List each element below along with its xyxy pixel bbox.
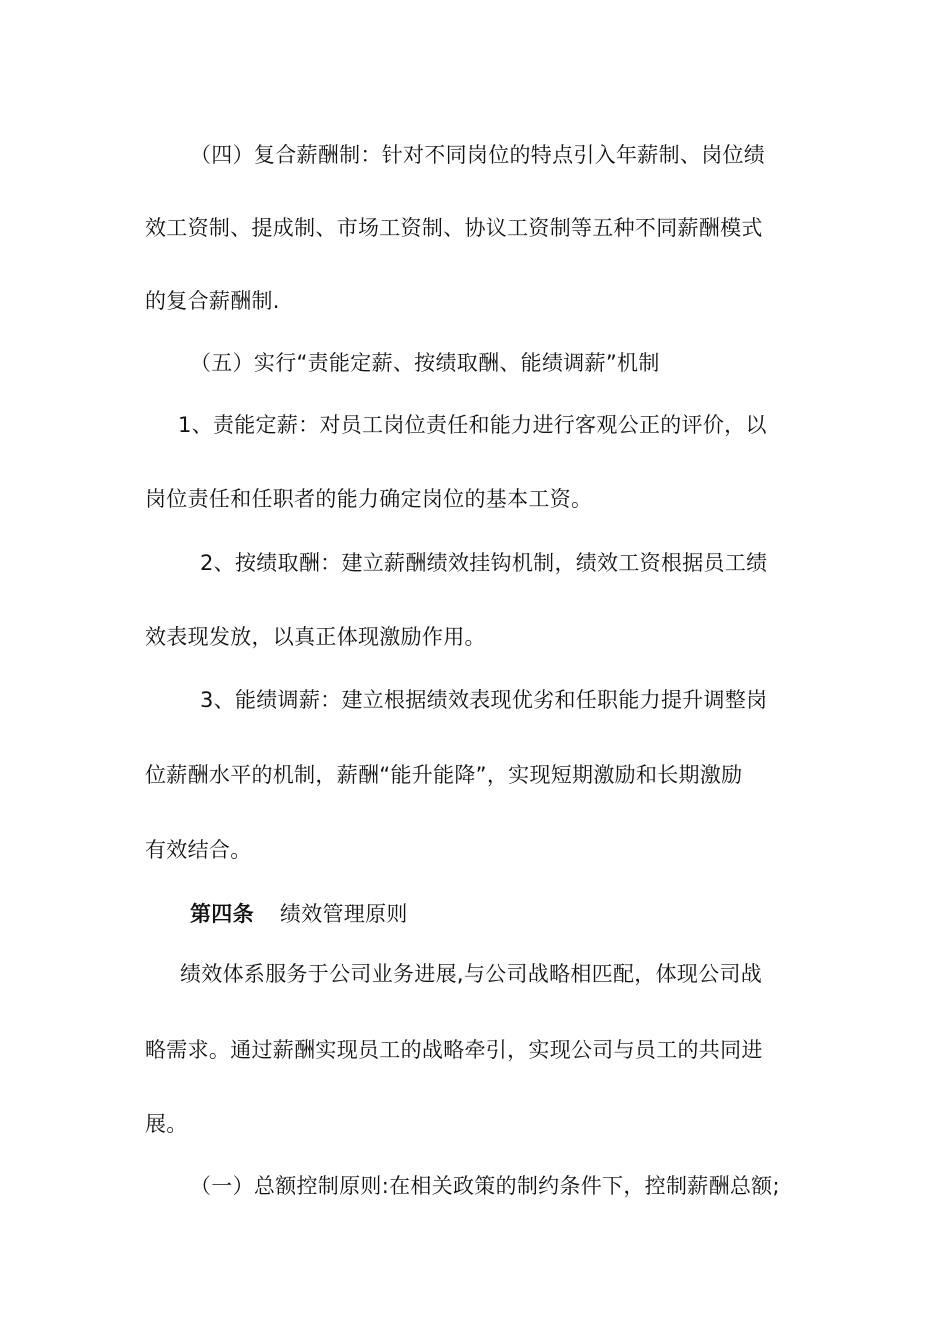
paragraph-line: 绩效体系服务于公司业务进展,与公司战略相匹配，体现公司战 (180, 962, 763, 986)
paragraph-line: 的复合薪酬制. (145, 289, 280, 313)
list-item-line: 3、能绩调薪：建立根据绩效表现优劣和任职能力提升调整岗 (200, 688, 768, 712)
paragraph-line: 岗位责任和任职者的能力确定岗位的基本工资。 (145, 487, 593, 511)
paragraph-line: 效表现发放，以真正体现激励作用。 (145, 625, 486, 649)
paragraph-line: 效工资制、提成制、市场工资制、协议工资制等五种不同薪酬模式 (145, 216, 763, 240)
paragraph-line: 有效结合。 (145, 838, 252, 862)
article-title: 绩效管理原则 (279, 902, 408, 926)
paragraph-line: 展。 (145, 1112, 188, 1136)
list-item-line: 1、责能定薪：对员工岗位责任和能力进行客观公正的评价，以 (178, 413, 767, 437)
article-number: 第四条 (190, 902, 254, 926)
section-heading: （一）总额控制原则:在相关政策的制约条件下，控制薪酬总额; (190, 1174, 780, 1198)
list-item-line: 2、按绩取酬：建立薪酬绩效挂钩机制，绩效工资根据员工绩 (200, 551, 768, 575)
paragraph-line: 位薪酬水平的机制，薪酬“能升能降”，实现短期激励和长期激励 (145, 763, 743, 787)
article-heading (190, 899, 408, 929)
paragraph-line: （四）复合薪酬制：针对不同岗位的特点引入年薪制、岗位绩 (190, 143, 766, 167)
section-heading: （五）实行“责能定薪、按绩取酬、能绩调薪”机制 (190, 351, 660, 375)
paragraph-line: 略需求。通过薪酬实现员工的战略牵引，实现公司与员工的共同进 (145, 1038, 763, 1062)
